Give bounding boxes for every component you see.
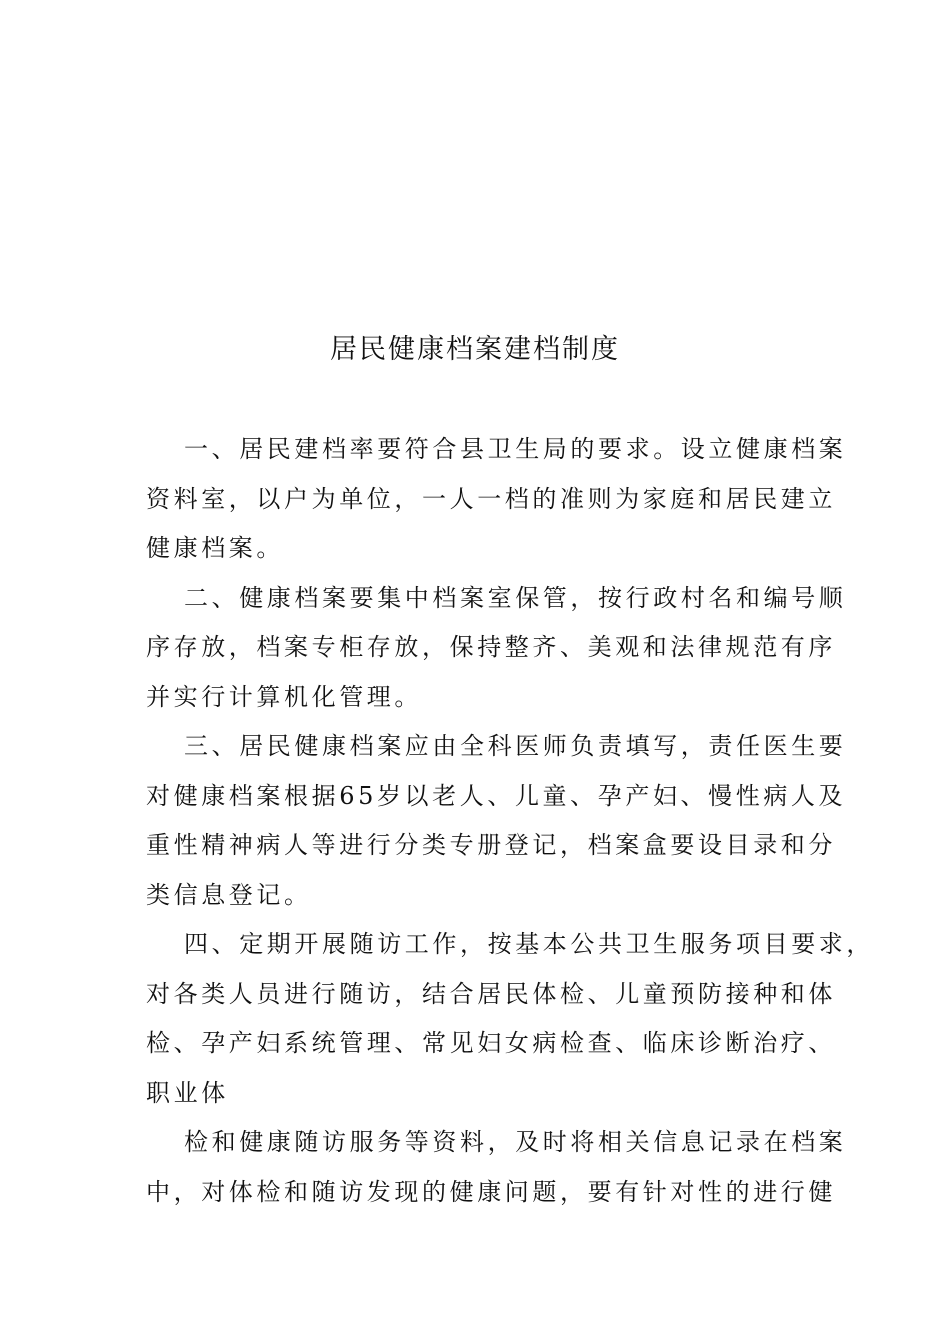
paragraph-1 xyxy=(146,425,847,574)
paragraph-line: 对健康档案根据65岁以老人、儿童、孕产妇、慢性病人及 xyxy=(146,781,847,810)
paragraph-line: 健康档案。 xyxy=(146,534,284,562)
paragraph-line: 并实行计算机化管理。 xyxy=(146,682,422,711)
paragraph-4 xyxy=(146,920,874,1118)
paragraph-5 xyxy=(146,1118,847,1217)
paragraph-line: 资料室，以户为单位，一人一档的准则为家庭和居民建立 xyxy=(146,484,836,513)
paragraph-line: 四、定期开展随访工作，按基本公共卫生服务项目要求， xyxy=(184,930,874,958)
paragraph-3 xyxy=(146,722,847,920)
paragraph-line: 职业体 xyxy=(146,1078,229,1107)
paragraph-line: 重性精神病人等进行分类专册登记，档案盒要设目录和分 xyxy=(146,831,836,859)
paragraph-line: 检和健康随访服务等资料，及时将相关信息记录在档案 xyxy=(184,1128,847,1156)
document-title: 居民健康档案建档制度 xyxy=(330,334,620,365)
paragraph-line: 三、居民健康档案应由全科医师负责填写，责任医生要 xyxy=(184,732,847,760)
paragraph-line: 类信息登记。 xyxy=(146,880,312,909)
paragraph-line: 序存放，档案专柜存放，保持整齐、美观和法律规范有序 xyxy=(146,633,836,661)
document-body xyxy=(146,425,874,1217)
paragraph-line: 对各类人员进行随访，结合居民体检、儿童预防接种和体 xyxy=(146,979,836,1008)
paragraph-2 xyxy=(146,574,847,723)
paragraph-line: 中，对体检和随访发现的健康问题，要有针对性的进行健 xyxy=(146,1177,836,1206)
paragraph-line: 检、孕产妇系统管理、常见妇女病检查、临床诊断治疗、 xyxy=(146,1029,836,1057)
paragraph-line: 一、居民建档率要符合县卫生局的要求。设立健康档案 xyxy=(184,435,847,463)
paragraph-line: 二、健康档案要集中档案室保管，按行政村名和编号顺 xyxy=(184,583,847,612)
